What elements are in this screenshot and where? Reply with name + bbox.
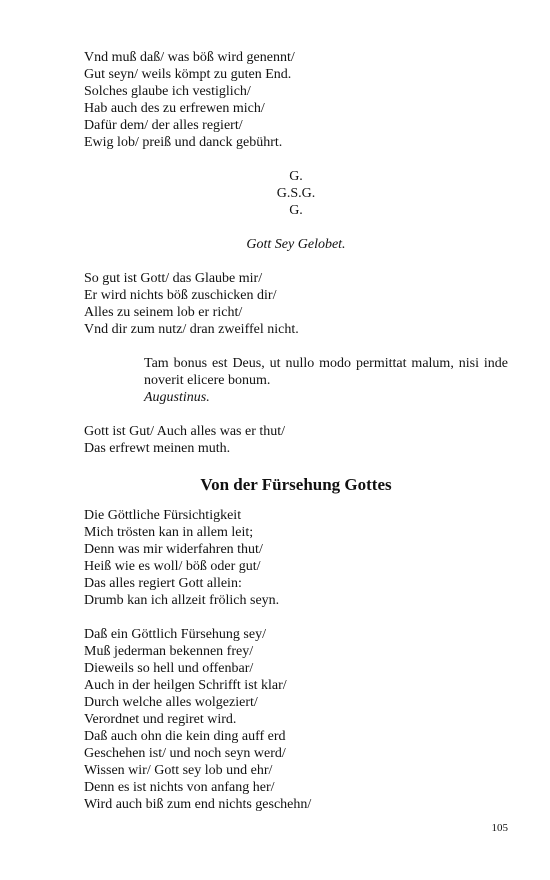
- verse-line: Wird auch biß zum end nichts geschehn/: [84, 797, 312, 812]
- verse-line: Muß jederman bekennen frey/: [84, 644, 254, 659]
- page-content: [84, 49, 508, 813]
- verse-line: Ewig lob/ preiß und danck gebührt.: [84, 135, 283, 150]
- verse-line: Das alles regiert Gott allein:: [84, 576, 242, 591]
- verse-line: Vnd muß daß/ was böß wird genennt/: [84, 50, 295, 65]
- stanza-1: [84, 49, 508, 151]
- verse-line: Denn es ist nichts von anfang her/: [84, 780, 275, 795]
- quote-text: Tam bonus est Deus, ut nullo modo permittat malum, nisi inde noverit elicere bonum.: [144, 356, 508, 388]
- verse-line: Er wird nichts böß zuschicken dir/: [84, 288, 277, 303]
- quote-author: Augustinus.: [144, 390, 210, 405]
- page-number: 105: [491, 822, 508, 834]
- motto: Gott Sey Gelobet.: [246, 237, 346, 252]
- verse-line: Gott ist Gut/ Auch alles was er thut/: [84, 424, 286, 439]
- latin-quote: [144, 355, 508, 406]
- verse-line: Alles zu seinem lob er richt/: [84, 305, 243, 320]
- verse-line: Heiß wie es woll/ böß oder gut/: [84, 559, 261, 574]
- stanza-2: [84, 270, 508, 338]
- verse-line: Durch welche alles wolgeziert/: [84, 695, 258, 710]
- verse-line: Gut seyn/ weils kömpt zu guten End.: [84, 67, 292, 82]
- verse-line: Die Göttliche Fürsichtigkeit: [84, 508, 242, 523]
- verse-line: Verordnet und regiret wird.: [84, 712, 237, 727]
- verse-line: Mich trösten kan in allem leit;: [84, 525, 254, 540]
- stanza-5: [84, 626, 508, 813]
- verse-line: Auch in der heilgen Schrifft ist klar/: [84, 678, 287, 693]
- verse-line: Daß auch ohn die kein ding auff erd: [84, 729, 286, 744]
- monogram-line: G.S.G.: [276, 186, 316, 201]
- monogram-line: G.: [289, 203, 303, 218]
- verse-line: Geschehen ist/ und noch seyn werd/: [84, 746, 286, 761]
- verse-line: Drumb kan ich allzeit frölich seyn.: [84, 593, 280, 608]
- stanza-3: [84, 423, 508, 457]
- verse-line: Das erfrewt meinen muth.: [84, 441, 231, 456]
- verse-line: Wissen wir/ Gott sey lob und ehr/: [84, 763, 273, 778]
- monogram-line: G.: [289, 169, 303, 184]
- stanza-4: [84, 507, 508, 609]
- verse-line: Solches glaube ich vestiglich/: [84, 84, 251, 99]
- verse-line: Hab auch des zu erfrewen mich/: [84, 101, 265, 116]
- monogram: [84, 168, 508, 219]
- verse-line: Vnd dir zum nutz/ dran zweiffel nicht.: [84, 322, 299, 337]
- section-heading: Von der Fürsehung Gottes: [200, 475, 392, 494]
- verse-line: Dafür dem/ der alles regiert/: [84, 118, 243, 133]
- verse-line: Denn was mir widerfahren thut/: [84, 542, 263, 557]
- verse-line: Dieweils so hell und offenbar/: [84, 661, 254, 676]
- verse-line: Daß ein Göttlich Fürsehung sey/: [84, 627, 266, 642]
- verse-line: So gut ist Gott/ das Glaube mir/: [84, 271, 263, 286]
